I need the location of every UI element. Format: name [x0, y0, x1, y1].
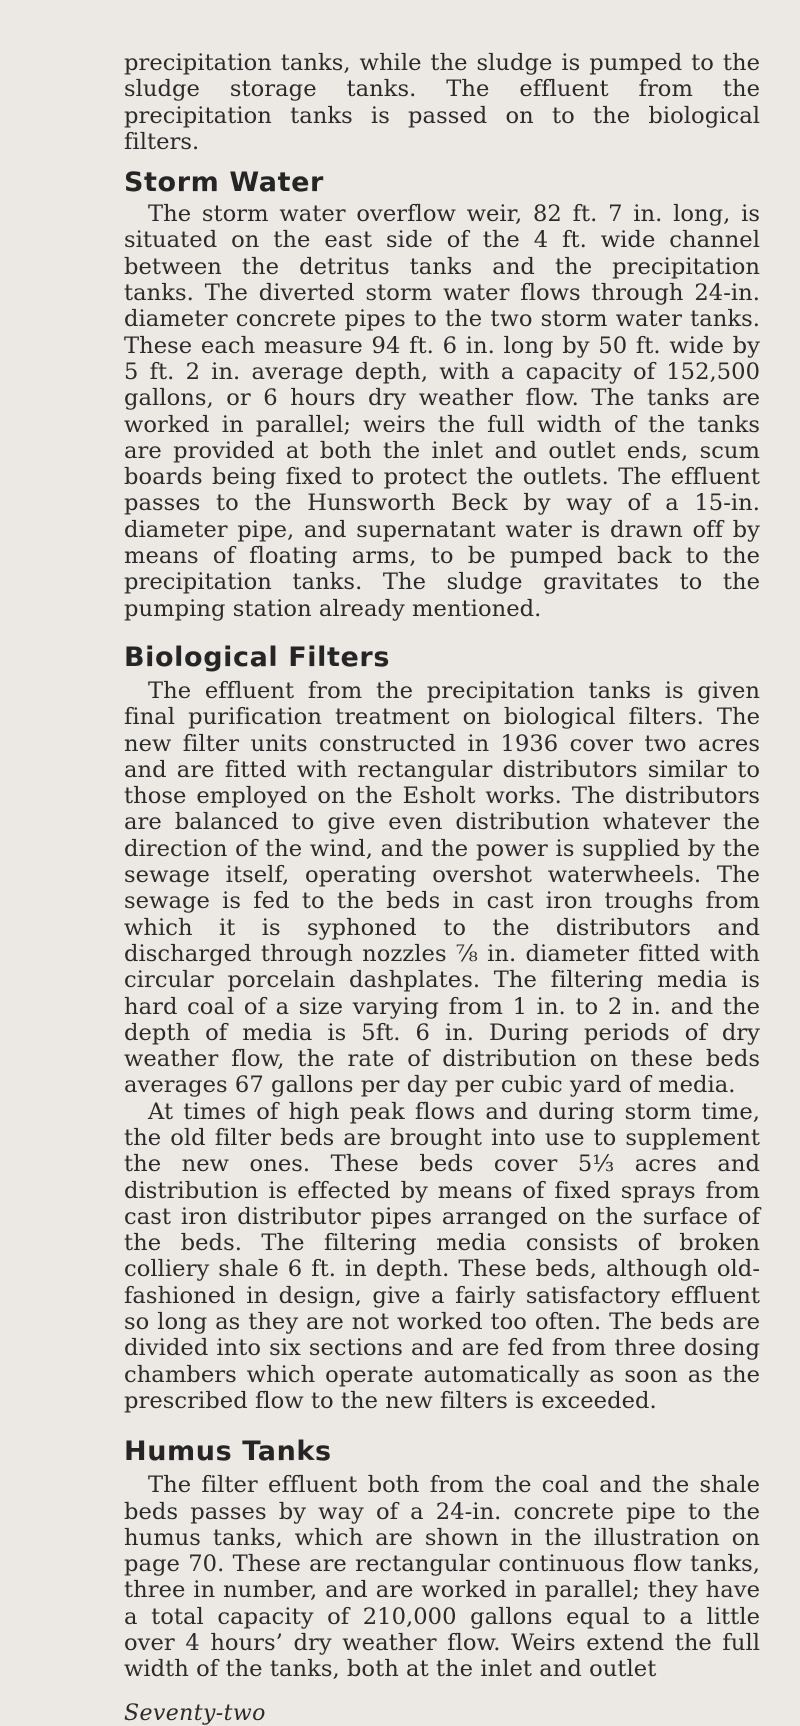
- book-page: [124, 50, 760, 1726]
- storm-water-heading: Storm Water: [124, 167, 324, 199]
- intro-paragraph: precipitation tanks, while the sludge is pumped to the sludge storage tanks. The effluent from the precipitation tanks is passed on to the biological filters.: [124, 50, 760, 155]
- humus-tanks-paragraph: The filter effluent both from the coal and the shale beds passes by way of a 24-in. concrete pipe to the humus tanks, which are shown in the illustration on page 70. These are rectangular continuous flow tanks, three in number, and are worked in parallel; they have a total capacity of 210,000 gallons equal to a little over 4 hours’ dry weather flow. Weirs extend the full width of the tanks, both at the inlet and outlet: [124, 1472, 760, 1683]
- biological-filters-paragraph-1: The effluent from the precipitation tanks is given final purification treatment on biological filters. The new filter units constructed in 1936 cover two acres and are fitted with rectangular distributors similar to those employed on the Esholt works. The distributors are balanced to give even distribution whatever the direction of the wind, and the power is supplied by the sewage itself, operating overshot waterwheels. The sewage is fed to the beds in cast iron troughs from which it is syphoned to the distributors and discharged through nozzles ⅞ in. diameter fitted with circular porcelain dashplates. The filtering media is hard coal of a size varying from 1 in. to 2 in. and the depth of media is 5ft. 6 in. During periods of dry weather flow, the rate of distribution on these beds averages 67 gallons per day per cubic yard of media.: [124, 677, 760, 1099]
- biological-filters-heading: Biological Filters: [124, 641, 391, 673]
- storm-water-paragraph: The storm water overflow weir, 82 ft. 7 in. long, is situated on the east side of the 4 ft. wide channel between the detritus tanks and the precipitation tanks. The diverted storm water flows through 24-in. diameter concrete pipes to the two storm water tanks. These each measure 94 ft. 6 in. long by 50 ft. wide by 5 ft. 2 in. average depth, with a capacity of 152,500 gallons, or 6 hours dry weather flow. The tanks are worked in parallel; weirs the full width of the tanks are provided at both the inlet and outlet ends, scum boards being fixed to protect the outlets. The effluent passes to the Hunsworth Beck by way of a 15-in. diameter pipe, and supernatant water is drawn off by means of floating arms, to be pumped back to the precipitation tanks. The sludge gravitates to the pumping station already mentioned.: [124, 201, 760, 622]
- biological-filters-paragraph-2: At times of high peak flows and during storm time, the old filter beds are brought into use to supplement the new ones. These beds cover 5⅓ acres and distribution is effected by means of fixed sprays from cast iron distributor pipes arranged on the surface of the beds. The filtering media consists of broken colliery shale 6 ft. in depth. These beds, although old-fashioned in design, give a fairly satisfactory effluent so long as they are not worked too often. The beds are divided into six sections and are fed from three dosing chambers which operate automatically as soon as the prescribed flow to the new filters is exceeded.: [124, 1098, 760, 1414]
- humus-tanks-heading: Humus Tanks: [124, 1436, 332, 1468]
- page-number-label: Seventy-two: [124, 1700, 266, 1726]
